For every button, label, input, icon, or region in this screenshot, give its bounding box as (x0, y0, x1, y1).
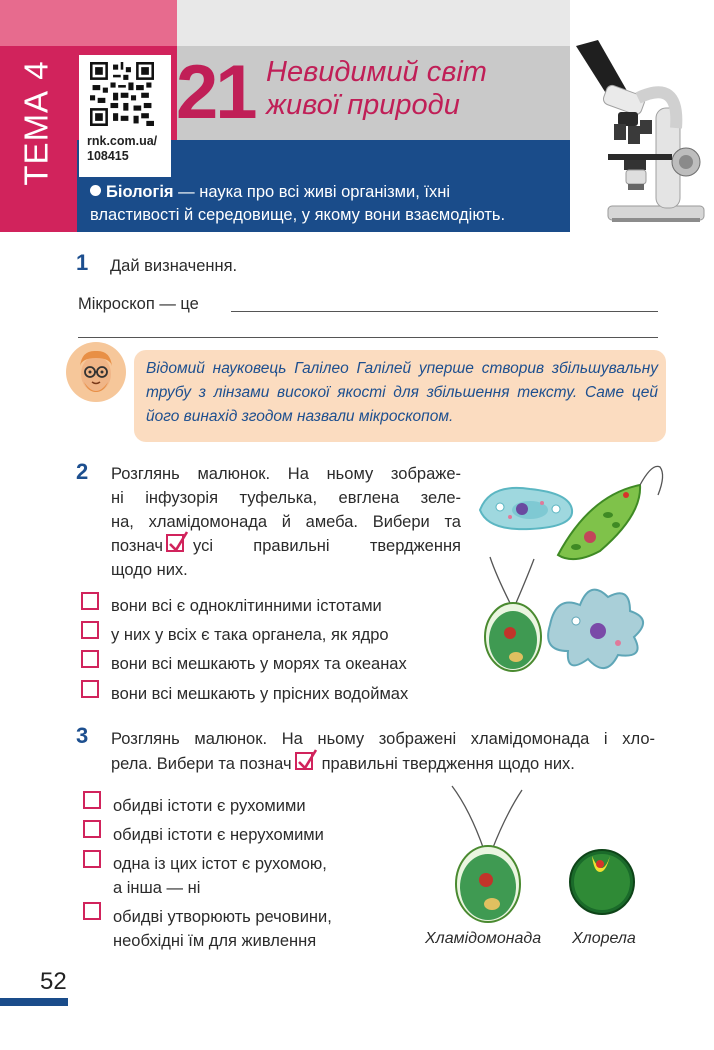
task-2-checkbox-2[interactable] (81, 621, 99, 639)
lesson-number: 21 (176, 50, 255, 135)
task-1-term: Мікроскоп — це (78, 295, 199, 313)
bullet-icon (90, 185, 101, 196)
task-3-line-2: рела. Вибери та познач правильні твердження щодо них. (111, 752, 655, 776)
chlamydomonas-chlorella-illustration (440, 780, 650, 930)
answer-line-1[interactable] (231, 311, 658, 312)
page-number-bar (0, 998, 68, 1006)
task-1-prompt: Дай визначення. (110, 257, 238, 275)
task-1-number: 1 (76, 250, 89, 275)
qr-link-text[interactable]: rnk.com.ua/ 108415 (87, 134, 158, 163)
lesson-title: Невидимий світ живої природи (266, 56, 487, 121)
chlamydomonas-icon (452, 786, 522, 922)
task-2-option-1: вони всі є одноклітинними істотами (111, 597, 382, 615)
task-2-option-2: у них у всіх є така органела, як ядро (111, 626, 389, 644)
task-2-line-2: ні інфузорія туфелька, евглена зеле- (111, 489, 461, 507)
chlorella-icon (570, 850, 634, 914)
task-2-line-5: щодо них. (111, 561, 188, 579)
task-3-line-1: Розглянь малюнок. На ньому зображені хламідомонада і хло- (111, 730, 655, 748)
caption-chlorella: Хлорела (572, 930, 636, 947)
task-3-option-1: обидві істоти є рухомими (113, 797, 306, 815)
amoeba-icon (548, 590, 643, 668)
task-2-line-3: на, хламідомонада й амеба. Вибери та (111, 513, 461, 531)
info-text: Відомий науковець Галілео Галілей уперше створив збільшувальну трубу з лінзами високої якості для збільшення тексту. Саме цей його винахід згодом назвали мікроскопом. (146, 360, 658, 425)
task-3-option-3: одна із цих істот є рухомою, а інша — ні (113, 855, 327, 897)
task-3-checkbox-4[interactable] (83, 902, 101, 920)
task-2-checkbox-4[interactable] (81, 680, 99, 698)
caption-chlamydomonas: Хламідомонада (425, 930, 542, 947)
microorganisms-illustration (470, 455, 670, 685)
answer-line-2[interactable] (78, 337, 658, 338)
check-sample-icon (166, 534, 184, 552)
task-3-checkbox-3[interactable] (83, 850, 101, 868)
header-pink-band (0, 0, 177, 46)
task-3-number: 3 (76, 723, 89, 748)
paramecium-icon (480, 488, 572, 529)
task-2-option-4: вони всі мешкають у прісних водоймах (111, 685, 409, 703)
topic-label: ТЕМА 4 (18, 60, 56, 186)
chlamydomonas-small-icon (485, 557, 541, 671)
qr-code-icon[interactable] (90, 62, 154, 126)
task-3-checkbox-1[interactable] (83, 791, 101, 809)
task-3-option-2: обидві істоти є нерухомими (113, 826, 324, 844)
task-2-line-4: познач усі правильні твердження (111, 534, 461, 558)
task-3-option-4: обидві утворюють речовини, необхідні їм для живлення (113, 908, 332, 950)
header-gray-band (177, 0, 570, 46)
task-2-line-1: Розглянь малюнок. На ньому зображе- (111, 465, 461, 483)
check-sample-icon-2 (295, 752, 313, 770)
task-2-option-3: вони всі мешкають у морях та океанах (111, 655, 407, 673)
page-number: 52 (40, 968, 67, 995)
task-2-number: 2 (76, 459, 89, 484)
scientist-avatar-icon (66, 342, 126, 402)
task-2-checkbox-3[interactable] (81, 650, 99, 668)
task-3-checkbox-2[interactable] (83, 820, 101, 838)
task-2-checkbox-1[interactable] (81, 592, 99, 610)
euglena-icon (558, 466, 663, 559)
biology-definition: Біологія — наука про всі живі організми, їхні властивості й середовище, у якому вони взаємодіють. (90, 183, 506, 224)
microscope-illustration (568, 38, 708, 224)
